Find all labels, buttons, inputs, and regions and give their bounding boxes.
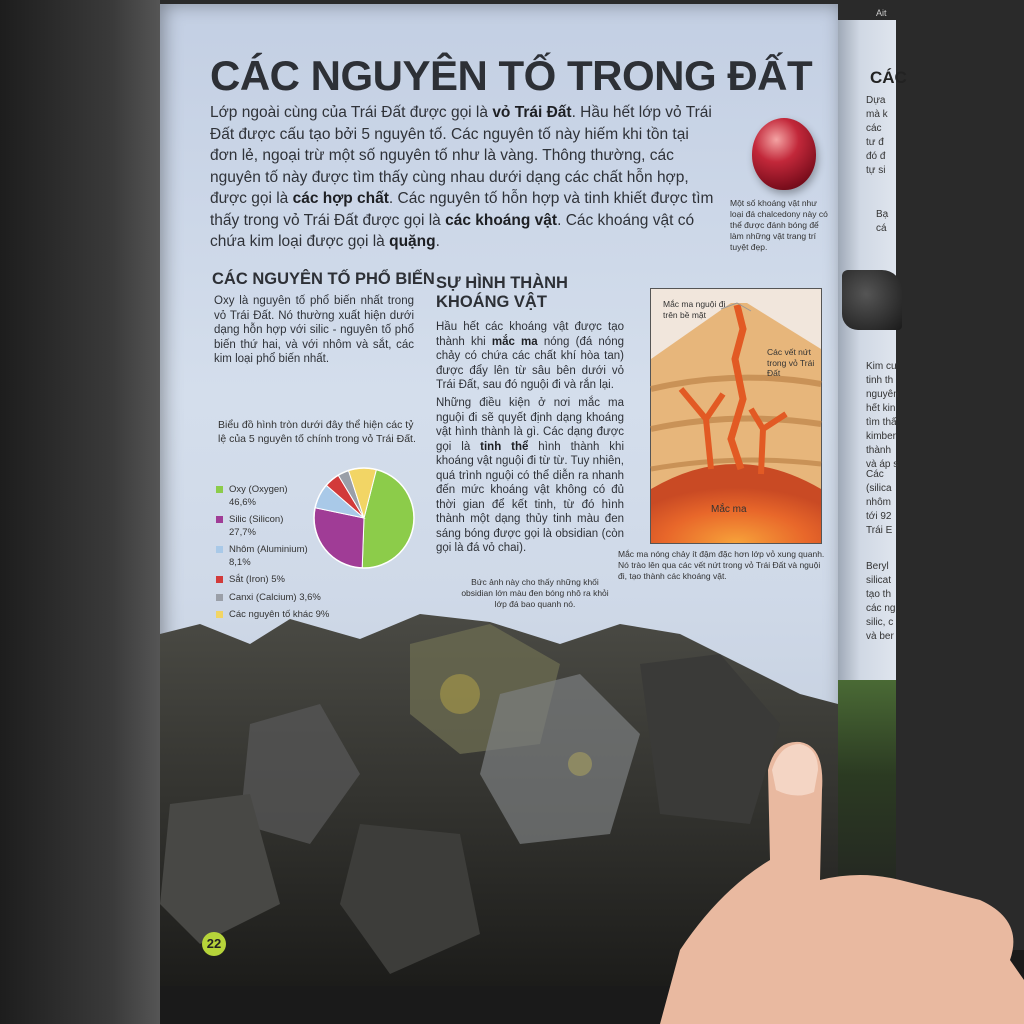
chalcedony-gem-image: [752, 118, 816, 190]
common-elements-text: Oxy là nguyên tố phổ biến nhất trong vỏ Trái Đất. Nó thường xuất hiện dưới dạng hỗn hợp với silic - nguyên tố phổ biến thứ hai, và với nhôm và sắt, các kim loại phổ biến nhất.: [214, 295, 414, 365]
text-segment: . Các khoáng vật có chứa kim loại được gọi là: [210, 211, 695, 250]
mineral-formation-heading-line1: SỰ HÌNH THÀNH: [436, 274, 568, 292]
bold-term: tinh thể: [480, 440, 529, 453]
text-segment: .: [435, 233, 440, 250]
legend-label-name: Sắt (Iron) 5%: [229, 574, 285, 585]
legend-label-name: Canxi (Calcium) 3,6%: [229, 591, 321, 603]
legend-label: [229, 592, 321, 605]
text-segment: Những điều kiện ở nơi mắc ma nguội đi sẽ quyết định dạng khoáng vật hình thành là gì. Các dạng được gọi là: [436, 397, 624, 453]
legend-label-name: Silic (Silicon): [229, 514, 284, 525]
pie-chart: [312, 466, 416, 570]
bold-term: mắc ma: [491, 335, 538, 348]
legend-label-name: Các nguyên tố khác 9%: [229, 609, 330, 620]
legend-swatch: [216, 546, 223, 553]
page-number: 22: [202, 932, 226, 956]
page-title: CÁC NGUYÊN TỐ TRONG ĐẤT: [210, 52, 813, 99]
legend-item: [216, 592, 346, 605]
corner-label: Ait: [876, 8, 887, 18]
gem-caption: Một số khoáng vật như loại đá chalcedony này có thể được đánh bóng để làm những vật trang trí tuyệt đẹp.: [730, 198, 828, 252]
right-page-title: CÁC: [870, 68, 907, 87]
diamond-rock-photo: [842, 270, 902, 330]
common-elements-heading: CÁC NGUYÊN TỐ PHỔ BIẾN: [212, 270, 435, 288]
label-cracks: Các vết nứt trong vỏ Trái Đất: [767, 347, 815, 378]
bold-term: các hợp chất: [292, 190, 389, 207]
right-page-text-e: Beryl silicat tạo th các ng silic, c và ber: [866, 561, 896, 642]
formation-paragraph-1: [436, 320, 624, 393]
text-segment: Lớp ngoài cùng của Trái Đất được gọi là: [210, 104, 493, 121]
label-magma-surface: Mắc ma nguội đi trên bề mặt: [663, 299, 726, 320]
legend-swatch: [216, 486, 223, 493]
background-left: [0, 0, 160, 1024]
label-magma: Mắc ma: [711, 504, 747, 515]
text-segment: . Hầu hết lớp vỏ Trái Đất được cấu tạo bởi 5 nguyên tố. Các nguyên tố này hiếm khi tồn tại đơn lẻ, ngoại trừ một số nguyên tố như là vàng. Thông thường, các nguyên tố này được tìm thấy cùng nhau dưới dạng các chất hỗn hợp, được gọi là: [210, 104, 712, 207]
legend-swatch: [216, 594, 223, 601]
right-page-text-d: Các (silica nhôm tới 92 Trái E: [866, 469, 893, 536]
intro-paragraph: [210, 102, 720, 253]
text-segment: Hầu hết các khoáng vật được tạo thành khi: [436, 321, 624, 348]
pie-chart-caption: Biểu đồ hình tròn dưới đây thể hiện các tỷ lệ của 5 nguyên tố chính trong vỏ Trái Đất.: [218, 419, 416, 445]
legend-item: [216, 574, 346, 587]
obsidian-caption: Bức ảnh này cho thấy những khối obsidian lớn màu đen bóng nhô ra khỏi lớp đá bao quanh nó.: [461, 577, 609, 609]
legend-label: [229, 484, 288, 509]
text-segment: . Các nguyên tố hỗn hợp và tinh khiết được tìm thấy trong vỏ Trái Đất được gọi là: [210, 190, 714, 229]
legend-swatch: [216, 576, 223, 583]
legend-label-value: 8,1%: [229, 556, 251, 568]
legend-label-value: 27,7%: [229, 526, 256, 538]
legend-label: [229, 514, 283, 539]
volcano-caption: Mắc ma nóng chảy ít đậm đặc hơn lớp vỏ xung quanh. Nó trào lên qua các vết nứt trong vỏ Trái Đất và nguội đi, tạo thành các khoáng vật.: [618, 549, 825, 581]
legend-label-value: 46,6%: [229, 496, 256, 508]
bold-term: quặng: [389, 233, 436, 250]
right-page-text-c: Kim cư tinh th nguyên hết kin tìm thấ kimber thành và áp s: [866, 361, 899, 470]
mineral-formation-heading-line2: KHOÁNG VẬT: [436, 293, 547, 311]
formation-paragraph-2: [436, 396, 624, 556]
legend-swatch: [216, 516, 223, 523]
text-segment: nóng (đá nóng chảy có chứa các chất khí hòa tan) được đẩy lên từ sâu bên dưới vỏ Trái Đất, sau đó nguội đi và rắn lại.: [436, 335, 624, 391]
right-page-text-a: Dựa mà k các tư đ đó đ tự si: [866, 95, 888, 176]
text-segment: hình thành khi khoáng vật nguội đi từ từ. Tuy nhiên, quá trình nguội có thể diễn ra nhanh đến mức khoáng vật không có đủ thời gian để kết tinh, từ đó hình thành một dạng thủy tinh màu đen sáng bóng được gọi là obsidian (còn gọi là đá vỏ chai).: [436, 440, 625, 554]
legend-label-name: Oxy (Oxygen): [229, 484, 288, 495]
legend-label: [229, 544, 308, 569]
legend-label: [229, 574, 285, 587]
volcano-diagram: [650, 288, 822, 544]
legend-label-name: Nhôm (Aluminium): [229, 544, 308, 555]
bold-term: các khoáng vật: [445, 211, 558, 229]
bold-term: vỏ Trái Đất: [492, 104, 572, 121]
right-page-text-b: Bạ cá: [876, 209, 889, 234]
hand-holding-book: [600, 730, 1024, 1024]
